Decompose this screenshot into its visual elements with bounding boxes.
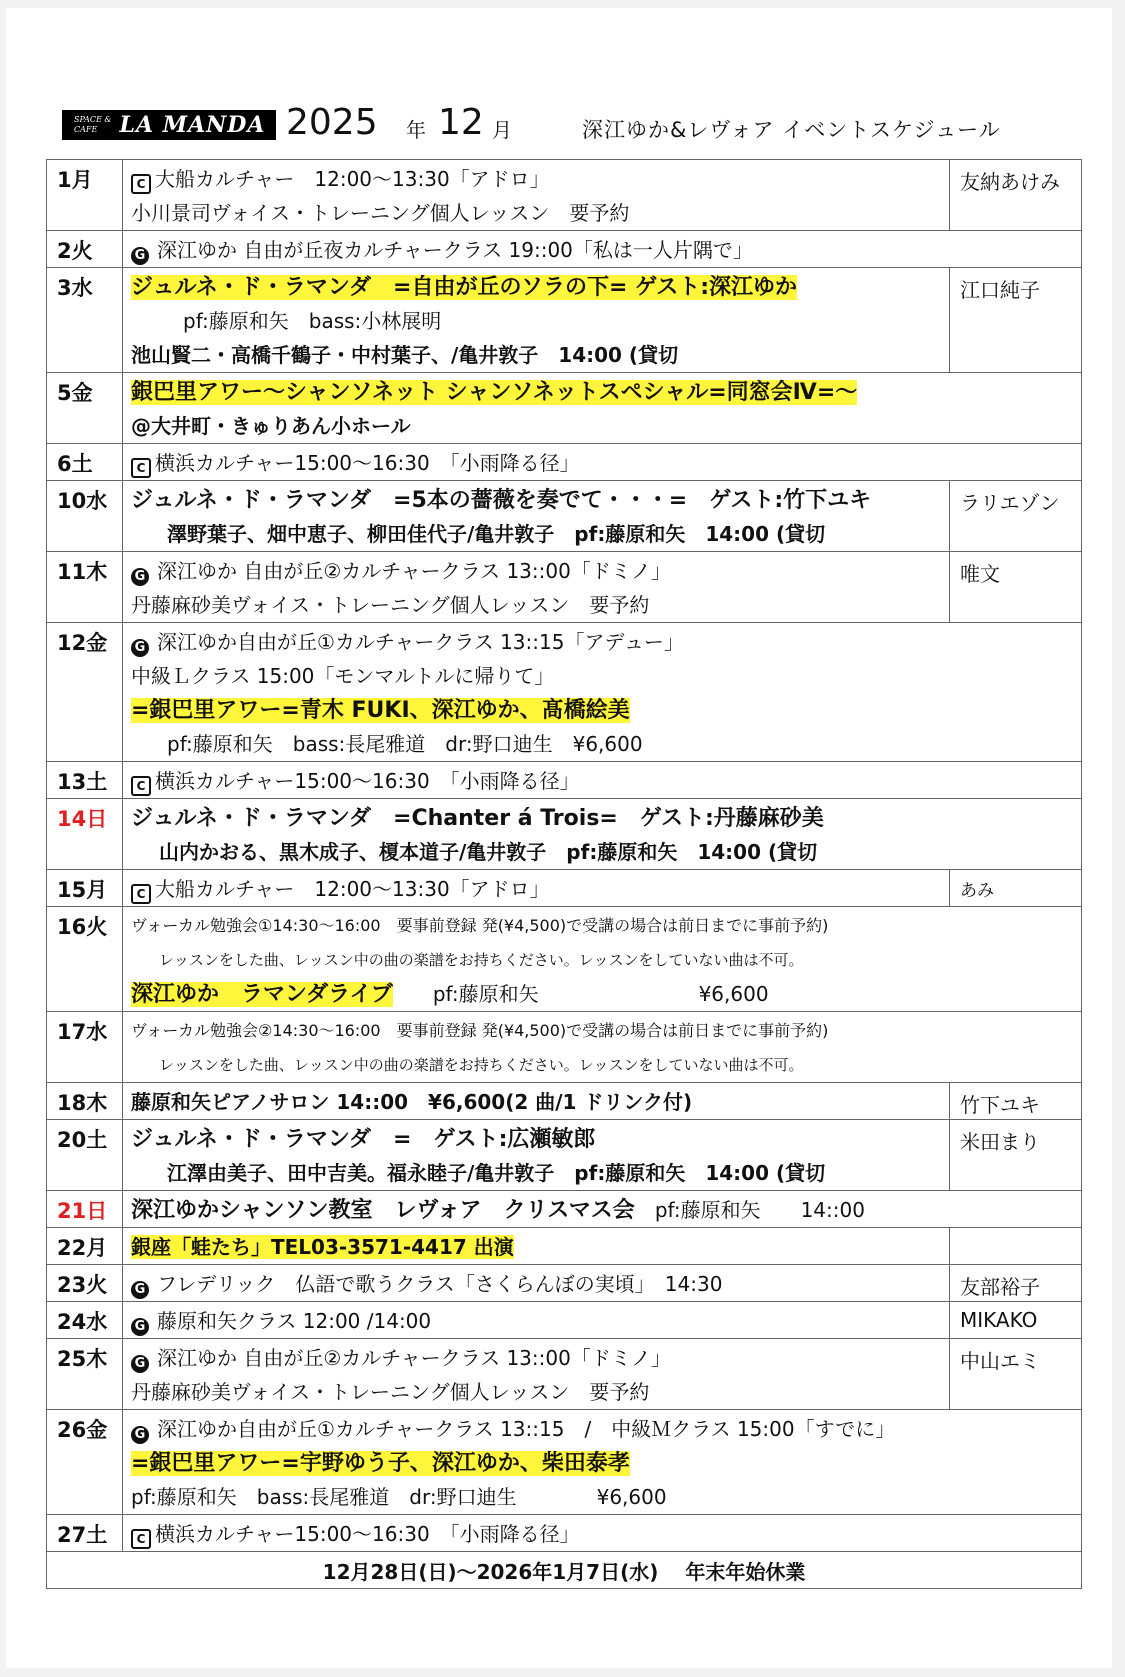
table-row: 11木 G 深江ゆか 自由が丘②カルチャークラス 13::00「ドミノ」 丹藤麻砂美ヴォイス・トレーニング個人レッスン 要予約 唯文 — [47, 552, 1082, 623]
c-icon: C — [131, 776, 151, 796]
table-row: 2火 G 深江ゆか 自由が丘夜カルチャークラス 19::00「私は一人片隅で」 — [47, 231, 1082, 268]
schedule-table — [46, 159, 1082, 1589]
g-icon: G — [131, 639, 149, 657]
c-icon: C — [131, 174, 151, 194]
table-row: 14日 ジュルネ・ド・ラマンダ =Chanter á Trois= ゲスト:丹藤麻砂美 山内かおる、黒木成子、榎本道子/亀井敦子 pf:藤原和矢 14:00 (貸切 — [47, 799, 1082, 870]
c-icon: C — [131, 1529, 151, 1549]
table-row: 27土 C 横浜カルチャー15:00〜16:30 「小雨降る径」 — [47, 1515, 1082, 1552]
table-row: 17水 ヴォーカル勉強会②14:30〜16:00 要事前登録 発(¥4,500)で受講の場合は前日までに事前予約) レッスンをした曲、レッスン中の曲の楽譜をお持ちください。レッスンをしていない曲は不可。 — [47, 1012, 1082, 1083]
table-row: 18木 藤原和矢ピアノサロン 14::00 ¥6,600(2 曲/1 ドリンク付) 竹下ユキ — [47, 1083, 1082, 1120]
holiday-notice: 12月28日(日)〜2026年1月7日(水) 年末年始休業 — [47, 1552, 1082, 1589]
table-row: 16火 ヴォーカル勉強会①14:30〜16:00 要事前登録 発(¥4,500)で受講の場合は前日までに事前予約) レッスンをした曲、レッスン中の曲の楽譜をお持ちください。レッスンをしていない曲は不可。 深江ゆか ラマンダライブ pf:藤原和矢 ¥6,600 — [47, 907, 1082, 1012]
table-row: 3水 ジュルネ・ド・ラマンダ =自由が丘のソラの下= ゲスト:深江ゆか pf:藤原和矢 bass:小林展明 池山賢二・高橋千鶴子・中村葉子、/亀井敦子 14:00 (貸切 江口純子 — [47, 268, 1082, 373]
guest-cell: 友納あけみ — [950, 160, 1082, 231]
c-icon: C — [131, 884, 151, 904]
table-row — [47, 160, 1082, 231]
table-row: 6土 C 横浜カルチャー15:00〜16:30 「小雨降る径」 — [47, 444, 1082, 481]
g-icon: G — [131, 1318, 149, 1336]
la-manda-logo: SPACE & CAFE LA MANDA — [62, 110, 276, 140]
year-unit: 年 — [406, 118, 426, 142]
table-row: 23火 G フレデリック 仏語で歌うクラス「さくらんぼの実頃」 14:30 友部裕子 — [47, 1265, 1082, 1302]
year: 2025 — [286, 102, 378, 143]
table-row: 26金 G 深江ゆか自由が丘①カルチャークラス 13::15 / 中級Ｍクラス 15:00「すでに」 =銀巴里アワー=宇野ゆう子、深江ゆか、柴田泰孝 pf:藤原和矢 bass:長尾雅道 dr:野口迪生 ¥6,600 — [47, 1410, 1082, 1515]
event-cell: C 大船カルチャー 12:00〜13:30「アドロ」 小川景司ヴォイス・トレーニング個人レッスン 要予約 — [123, 160, 950, 231]
table-row: 24水 G 藤原和矢クラス 12:00 /14:00 MIKAKO — [47, 1302, 1082, 1339]
g-icon: G — [131, 1281, 149, 1299]
table-row: 10水 ジュルネ・ド・ラマンダ =5本の薔薇を奏でて・・・= ゲスト:竹下ユキ 澤野葉子、畑中恵子、柳田佳代子/亀井敦子 pf:藤原和矢 14:00 (貸切 ラリエゾン — [47, 481, 1082, 552]
table-row: 25木 G 深江ゆか 自由が丘②カルチャークラス 13::00「ドミノ」 丹藤麻砂美ヴォイス・トレーニング個人レッスン 要予約 中山エミ — [47, 1339, 1082, 1410]
g-icon: G — [131, 1355, 149, 1373]
table-row: 20土 ジュルネ・ド・ラマンダ = ゲスト:広瀬敏郎 江澤由美子、田中吉美。福永睦子/亀井敦子 pf:藤原和矢 14:00 (貸切 米田まり — [47, 1120, 1082, 1191]
table-row: 13土 C 横浜カルチャー15:00〜16:30 「小雨降る径」 — [47, 762, 1082, 799]
c-icon: C — [131, 458, 151, 478]
g-icon: G — [131, 247, 149, 265]
month-unit: 月 — [492, 118, 512, 142]
page-header — [62, 104, 1062, 148]
table-row: 22月 銀座「蛙たち」TEL03-3571-4417 出演 — [47, 1228, 1082, 1265]
g-icon: G — [131, 1426, 149, 1444]
page-title: 深江ゆか&レヴォア イベントスケジュール — [582, 118, 1001, 142]
table-row: 5金 銀巴里アワー〜シャンソネット シャンソネットスペシャル=同窓会Ⅳ=〜 @大井町・きゅりあん小ホール — [47, 373, 1082, 444]
g-icon: G — [131, 568, 149, 586]
table-row: 15月 C 大船カルチャー 12:00〜13:30「アドロ」 あみ — [47, 870, 1082, 907]
table-row — [47, 1552, 1082, 1589]
schedule-page — [6, 8, 1112, 1668]
table-row: 21日 深江ゆかシャンソン教室 レヴォア クリスマス会 pf:藤原和矢 14::00 — [47, 1191, 1082, 1228]
month: 12 — [438, 102, 484, 143]
day-cell: 1月 — [47, 160, 123, 231]
table-row: 12金 G 深江ゆか自由が丘①カルチャークラス 13::15「アデュー」 中級Ｌクラス 15:00「モンマルトルに帰りて」 =銀巴里アワー=青木 FUKI、深江ゆか、髙橋絵美 pf:藤原和矢 bass:長尾雅道 dr:野口迪生 ¥6,600 — [47, 623, 1082, 762]
